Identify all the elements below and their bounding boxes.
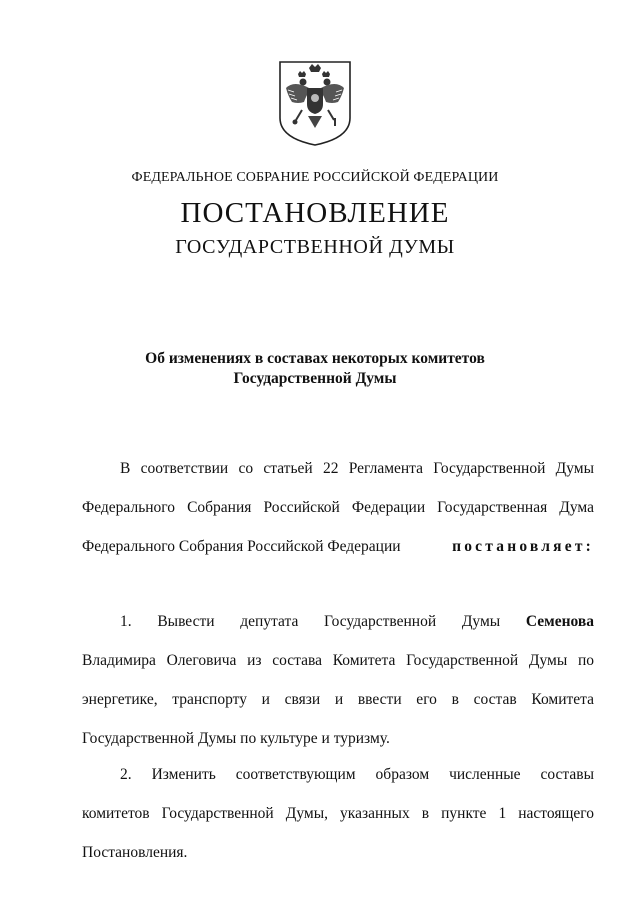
item-2-paragraph [82,765,594,882]
item-1-paragraph [82,612,594,768]
item-2-line-2: комитетов Государственной Думы, указанных в пункте 1 настоящего [82,805,594,822]
preamble-line-3-text: Федерального Собрания Российской Федерации [82,538,401,555]
subject-line-1: Об изменениях в составах некоторых комитетов [145,350,485,367]
item-1-line-3: энергетике, транспорту и связи и ввести его в состав Комитета [82,691,594,708]
item-2-line-3: Постановления. [82,844,188,861]
item-1-line-1 [82,612,594,651]
decree-word: постановляет: [452,538,594,555]
federal-assembly-heading: ФЕДЕРАЛЬНОЕ СОБРАНИЕ РОССИЙСКОЙ ФЕДЕРАЦИИ [131,170,499,185]
preamble-line-1: В соответствии со статьей 22 Регламента Государственной Думы [120,460,594,477]
deputy-surname: Семенова [525,613,594,630]
document-issuer-title: ГОСУДАРСТВЕННОЙ ДУМЫ [175,236,455,258]
item-1-line-4: Государственной Думы по культуре и туризму. [82,730,390,747]
document-subject [0,349,630,389]
item-1-line-2: Владимира Олеговича из состава Комитета Государственной Думы по [82,652,594,669]
preamble-line-3 [82,537,594,576]
preamble-paragraph [82,459,594,576]
subject-line-2: Государственной Думы [233,370,397,387]
item-2-line-1: 2. Изменить соответствующим образом численные составы [120,766,594,783]
item-1-lead: 1. Вывести депутата Государственной Думы [120,613,501,630]
preamble-line-2: Федерального Собрания Российской Федерации Государственная Дума [82,499,594,516]
document-type-title: ПОСТАНОВЛЕНИЕ [180,197,450,229]
coat-of-arms-icon [276,58,354,148]
